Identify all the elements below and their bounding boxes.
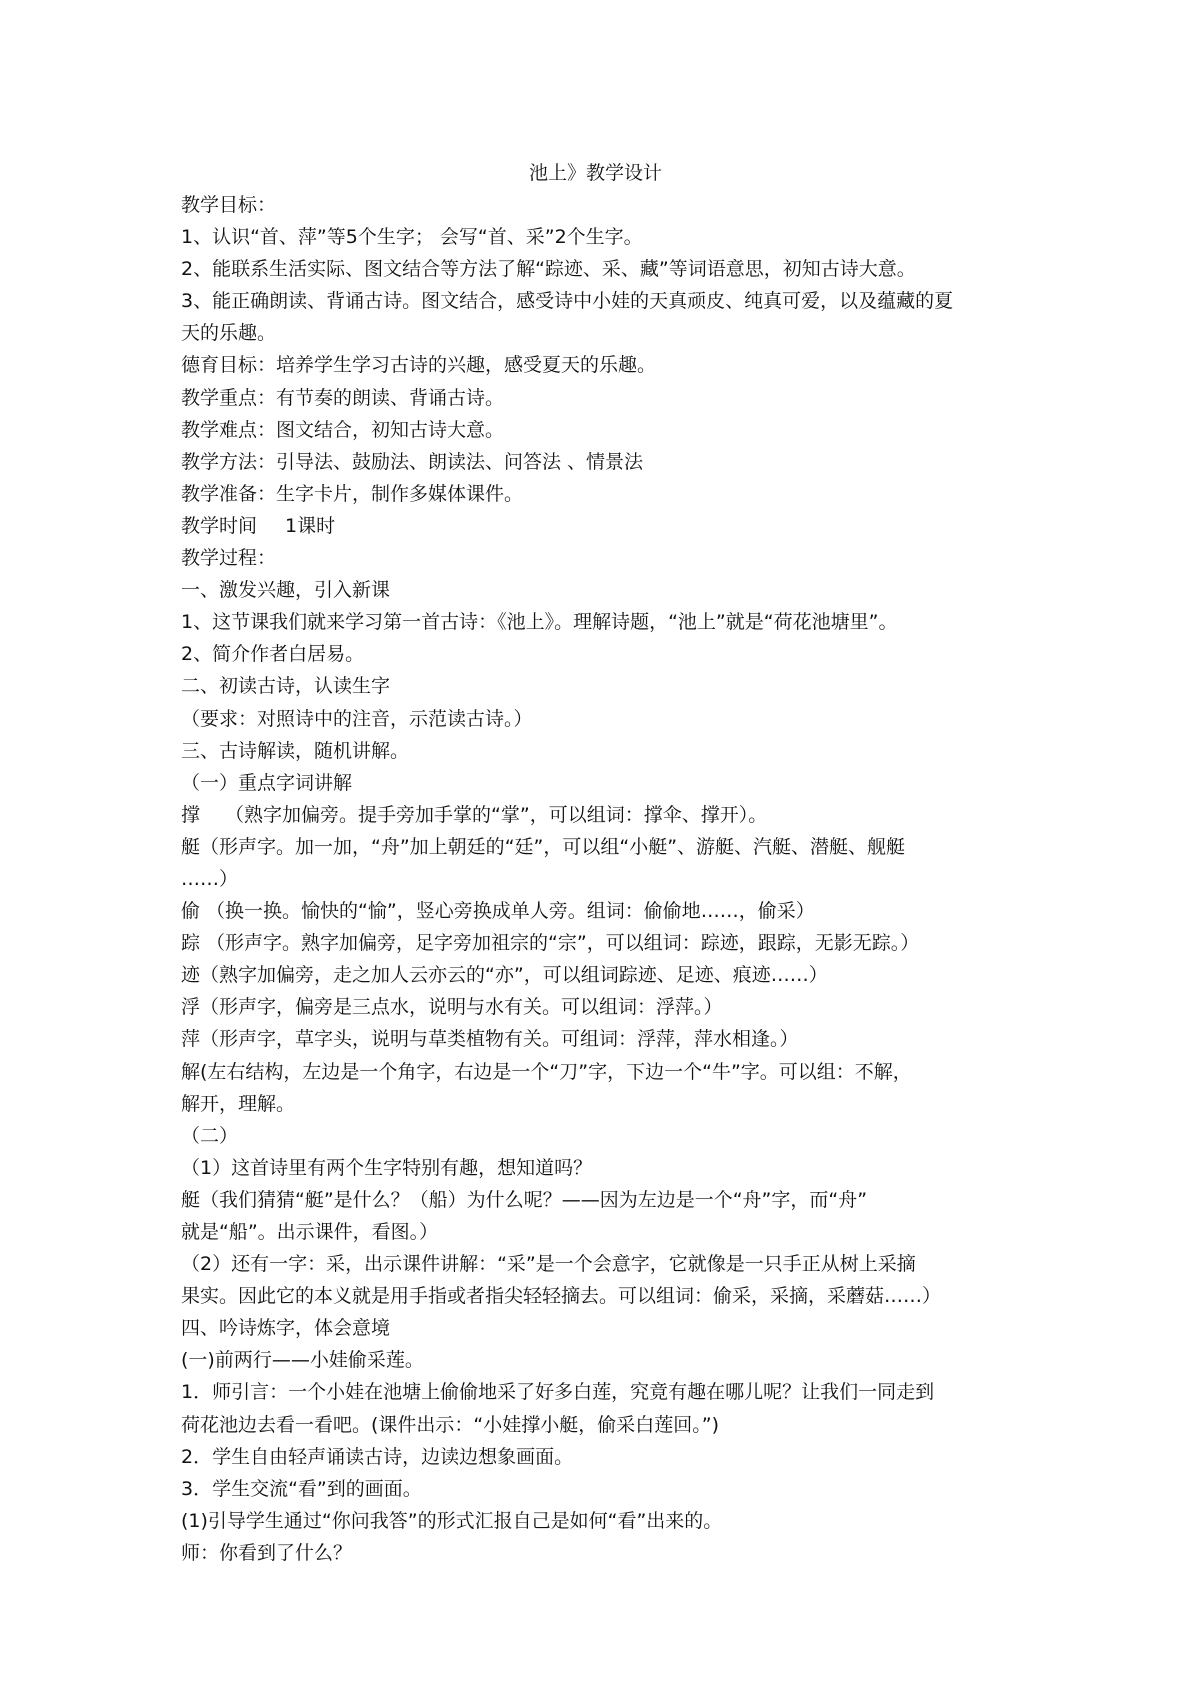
text-line: 艇（形声字。加一加，“舟”加上朝廷的“廷”，可以组“小艇”、游艇、汽艇、潜艇、舰艇 [181, 835, 906, 858]
text-line: 教学目标： [181, 194, 277, 216]
text-line: 教学方法：引导法、鼓励法、朗读法、问答法 、情景法 [181, 450, 644, 473]
text-line: （1）这首诗里有两个生字特别有趣，想知道吗？ [181, 1156, 593, 1179]
text-line: 艇（我们猜猜“艇”是什么？（船）为什么呢？——因为左边是一个“舟”字，而“舟” [181, 1188, 868, 1211]
text-line: 3．学生交流“看”到的画面。 [181, 1477, 422, 1500]
text-line: 2、能联系生活实际、图文结合等方法了解“踪迹、采、藏”等词语意思，初知古诗大意。 [181, 258, 916, 281]
text-line: 四、吟诗炼字，体会意境 [181, 1317, 391, 1340]
text-line: （一）重点字词讲解 [181, 771, 353, 794]
text-line: 解开，理解。 [181, 1092, 296, 1115]
text-line: 2、简介作者白居易。 [181, 643, 365, 666]
teaching-time-line [181, 510, 1021, 542]
text-line: （2）还有一字：采，出示课件讲解：“采”是一个会意字，它就像是一只手正从树上采摘 [181, 1253, 916, 1276]
text-line: 师：你看到了什么？ [181, 1541, 353, 1564]
text-line: 偷 （换一换。愉快的“愉”，竖心旁换成单人旁。组词：偷偷地……，偷采） [181, 900, 815, 923]
text-line: 教学过程： [181, 547, 277, 570]
text-line: (一)前两行——小娃偷采莲。 [181, 1349, 424, 1372]
text-line: 三、古诗解读，随机讲解。 [181, 739, 410, 762]
text-line: (1)引导学生通过“你问我答”的形式汇报自己是如何“看”出来的。 [181, 1509, 723, 1532]
text-line: （二） [181, 1124, 239, 1147]
text-line: 一、激发兴趣，引入新课 [181, 579, 391, 602]
text-line: （要求：对照诗中的注音，示范读古诗。） [181, 707, 533, 730]
text-line: 1、这节课我们就来学习第一首古诗：《池上》。理解诗题，“池上”就是“荷花池塘里”。 [181, 611, 898, 634]
teaching-time-label: 教学时间 [181, 514, 258, 537]
text-line: 浮（形声字，偏旁是三点水，说明与水有关。可以组词：浮萍。） [181, 996, 723, 1019]
text-line: 荷花池边去看一看吧。(课件出示：“小娃撑小艇，偷采白莲回。”) [181, 1413, 720, 1436]
text-line: 迹（熟字加偏旁，走之加人云亦云的“亦”，可以组词踪迹、足迹、痕迹……） [181, 964, 828, 987]
text-line: 教学准备：生字卡片，制作多媒体课件。 [181, 482, 524, 505]
teaching-time-value: 1课时 [285, 514, 336, 537]
text-line: 教学难点：图文结合，初知古诗大意。 [181, 418, 505, 441]
text-line: 天的乐趣。 [181, 322, 277, 345]
text-line: 德育目标：培养学生学习古诗的兴趣，感受夏天的乐趣。 [181, 354, 657, 377]
text-line: 二、初读古诗，认读生字 [181, 675, 391, 698]
text-line: 2．学生自由轻声诵读古诗，边读边想象画面。 [181, 1445, 574, 1468]
text-line: ……） [181, 867, 239, 890]
text-line: 教学重点：有节奏的朗读、背诵古诗。 [181, 386, 505, 409]
text-line: 3、能正确朗读、背诵古诗。图文结合，感受诗中小娃的天真顽皮、纯真可爱，以及蕴藏的夏 [181, 290, 954, 313]
text-line: 萍（形声字，草字头，说明与草类植物有关。可组词：浮萍，萍水相逢。） [181, 1028, 799, 1051]
document-title: 池上》教学设计 [528, 162, 662, 184]
text-line: 撑 （熟字加偏旁。提手旁加手掌的“掌”，可以组词：撑伞、撑开）。 [181, 803, 768, 826]
document-body [181, 189, 1021, 1569]
text-line: 果实。因此它的本义就是用手指或者指尖轻轻摘去。可以组词：偷采，采摘，采蘑菇……） [181, 1285, 942, 1308]
text-line: 1、认识“首、萍”等5个生字； 会写“首、采”2个生字。 [181, 226, 643, 249]
text-line: 1．师引言：一个小娃在池塘上偷偷地采了好多白莲，究竟有趣在哪儿呢？让我们一同走到 [181, 1381, 935, 1404]
text-line: 解(左右结构，左边是一个角字，右边是一个“刀”字，下边一个“牛”字。可以组：不解， [181, 1060, 912, 1083]
text-line: 踪 （形声字。熟字加偏旁，足字旁加祖宗的“宗”，可以组词：踪迹，跟踪，无影无踪。） [181, 932, 920, 955]
text-line: 就是“船”。出示课件，看图。） [181, 1221, 439, 1243]
